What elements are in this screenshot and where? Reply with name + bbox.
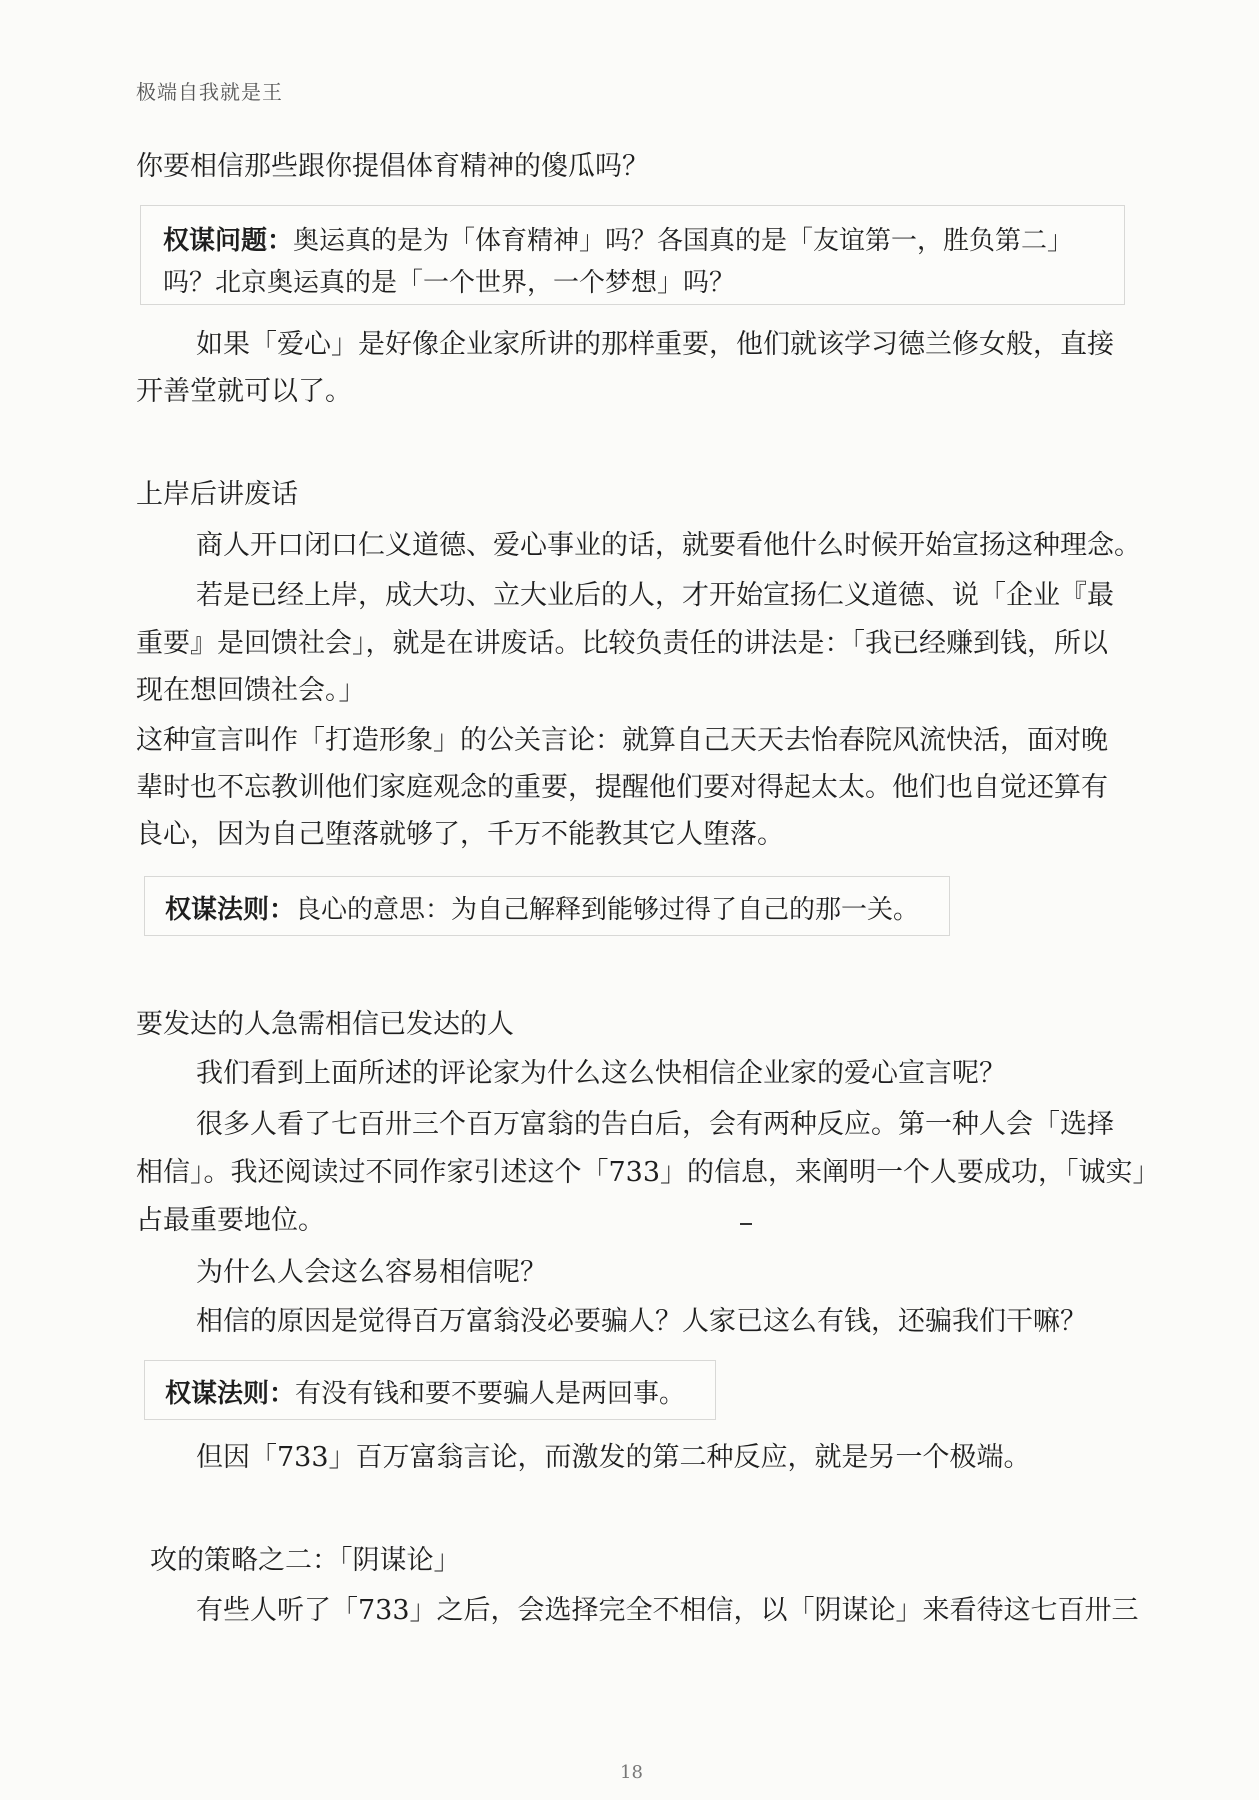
callout-label: 权谋法则：: [165, 1379, 296, 1409]
callout-line: [165, 889, 919, 926]
paragraph: 我们看到上面所述的评论家为什么这么快相信企业家的爱心宣言呢？: [196, 1058, 1006, 1089]
paragraph-line: 重要』是回馈社会」，就是在讲废话。比较负责任的讲法是：「我已经赚到钱，所以: [136, 628, 1108, 659]
callout-text: 有没有钱和要不要骗人是两回事。: [295, 1379, 686, 1409]
paragraph: 你要相信那些跟你提倡体育精神的傻瓜吗？: [136, 151, 649, 182]
callout-line: 吗？北京奥运真的是「一个世界，一个梦想」吗？: [163, 268, 736, 298]
paragraph: 商人开口闭口仁义道德、爱心事业的话，就要看他什么时候开始宣扬这种理念。: [196, 530, 1141, 561]
paragraph-line: 相信」。我还阅读过不同作家引述这个「733」的信息，来阐明一个人要成功，「诚实」: [136, 1157, 1160, 1188]
callout-text: 奥运真的是为「体育精神」吗？各国真的是「友谊第一，胜负第二」: [293, 226, 1074, 256]
paragraph-line: 这种宣言叫作「打造形象」的公关言论：就算自己天天去怡春院风流快活，面对晚: [136, 725, 1108, 756]
paragraph-line: 很多人看了七百卅三个百万富翁的告白后，会有两种反应。第一种人会「选择: [196, 1109, 1114, 1140]
callout-text: 良心的意思：为自己解释到能够过得了自己的那一关。: [295, 895, 920, 925]
paragraph-line: 辈时也不忘教训他们家庭观念的重要，提醒他们要对得起太太。他们也自觉还算有: [136, 772, 1108, 803]
callout-box: [140, 205, 1125, 305]
section-heading: 攻的策略之二：「阴谋论」: [150, 1545, 461, 1576]
stray-mark: [740, 1223, 752, 1225]
paragraph-line: 占最重要地位。: [136, 1205, 325, 1236]
callout-label: 权谋法则：: [165, 895, 296, 925]
callout-line: [165, 1373, 685, 1410]
section-heading: 上岸后讲废话: [136, 479, 298, 510]
section-heading: 要发达的人急需相信已发达的人: [136, 1009, 514, 1040]
page-number: 18: [620, 1762, 643, 1783]
callout-label: 权谋问题：: [163, 226, 294, 256]
paragraph: 相信的原因是觉得百万富翁没必要骗人？人家已这么有钱，还骗我们干嘛？: [196, 1306, 1087, 1337]
paragraph-line: 如果「爱心」是好像企业家所讲的那样重要，他们就该学习德兰修女般，直接: [196, 329, 1114, 360]
paragraph-line: 开善堂就可以了。: [136, 376, 352, 407]
callout-line: [163, 220, 1073, 257]
paragraph: 有些人听了「733」之后，会选择完全不相信，以「阴谋论」来看待这七百卅三: [196, 1595, 1139, 1626]
paragraph: 但因「733」百万富翁言论，而激发的第二种反应，就是另一个极端。: [196, 1442, 1031, 1473]
paragraph-line: 现在想回馈社会。」: [136, 675, 366, 706]
running-header: 极端自我就是王: [136, 80, 283, 104]
paragraph-line: 良心，因为自己堕落就够了，千万不能教其它人堕落。: [136, 819, 784, 850]
paragraph: 为什么人会这么容易相信呢？: [196, 1257, 547, 1288]
paragraph-line: 若是已经上岸，成大功、立大业后的人，才开始宣扬仁义道德、说「企业『最: [196, 580, 1114, 611]
callout-box: [144, 876, 950, 936]
callout-box: [144, 1360, 716, 1420]
